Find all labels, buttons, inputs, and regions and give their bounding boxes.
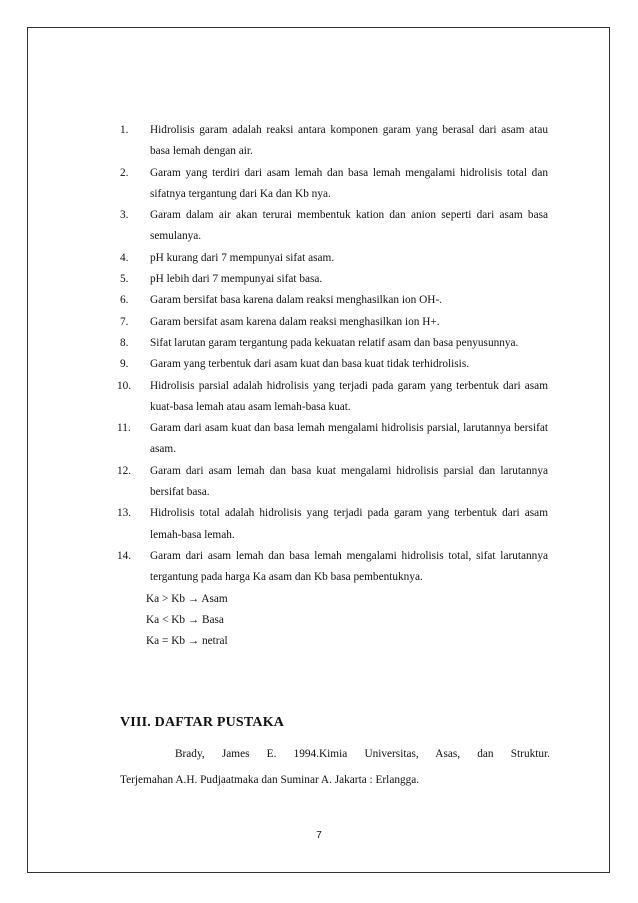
list-text: Sifat larutan garam tergantung pada kekuatan relatif asam dan basa penyusunnya. (150, 336, 519, 349)
list-number: 10. (117, 379, 132, 392)
list-number: 4. (120, 251, 129, 264)
list-item-9 (118, 354, 548, 375)
list-item-3 (118, 205, 548, 248)
list-item-12 (118, 461, 548, 504)
section-heading: VIII. DAFTAR PUSTAKA (120, 715, 285, 730)
relation-base: Ka < Kb → Basa (146, 613, 224, 626)
list-text: Garam yang terdiri dari asam lemah dan basa lemah mengalami hidrolisis total dan sifatnya tergantung dari Ka dan Kb nya. (150, 166, 548, 200)
list-text: Hidrolisis total adalah hidrolisis yang terjadi pada garam yang terbentuk dari asam lemah-basa lemah. (150, 507, 548, 541)
list-text: Garam dari asam kuat dan basa lemah mengalami hidrolisis parsial, larutannya bersifat asam. (150, 422, 548, 456)
list-text: pH kurang dari 7 mempunyai sifat asam. (150, 251, 335, 264)
reference-line-2: Terjemahan A.H. Pudjaatmaka dan Suminar A. Jakarta : Erlangga. (120, 774, 420, 786)
list-text: pH lebih dari 7 mempunyai sifat basa. (150, 273, 323, 286)
list-text: Garam bersifat asam karena dalam reaksi menghasilkan ion H+. (150, 315, 440, 328)
list-item-6 (118, 290, 548, 311)
list-item-13 (118, 503, 548, 546)
list-number: 11. (117, 422, 131, 435)
list-item-2 (118, 163, 548, 206)
list-number: 6. (120, 294, 129, 307)
list-text: Garam yang terbentuk dari asam kuat dan basa kuat tidak terhidrolisis. (150, 358, 470, 371)
list-text: Garam bersifat basa karena dalam reaksi menghasilkan ion OH-. (150, 294, 443, 307)
list-number: 2. (120, 166, 129, 179)
reference-entry (120, 741, 550, 793)
list-text: Garam dalam air akan terurai membentuk kation dan anion seperti dari asam basa semulanya. (150, 209, 548, 243)
list-number: 14. (117, 549, 132, 562)
list-number: 8. (120, 336, 129, 349)
reference-line-1: Brady, James E. 1994.Kimia Universitas, Asas, dan Struktur. (175, 748, 550, 760)
page-number: 7 (316, 830, 322, 841)
list-number: 3. (120, 209, 129, 222)
list-item-11 (118, 418, 548, 461)
list-number: 13. (117, 507, 132, 520)
relation-acid: Ka > Kb → Asam (146, 592, 228, 605)
list-item-8 (118, 333, 548, 354)
list-number: 12. (117, 464, 132, 477)
list-item-7 (118, 312, 548, 333)
list-text: Hidrolisis garam adalah reaksi antara komponen garam yang berasal dari asam atau basa lemah dengan air. (150, 124, 548, 158)
list-number: 5. (120, 273, 129, 286)
list-item-1 (118, 120, 548, 163)
list-item-14 (118, 546, 548, 589)
list-item-10 (118, 376, 548, 419)
relation-neutral: Ka = Kb → netral (146, 635, 228, 648)
list-number: 7. (120, 315, 129, 328)
summary-list (118, 120, 548, 652)
list-item-4 (118, 248, 548, 269)
list-text: Garam dari asam lemah dan basa lemah mengalami hidrolisis total, sifat larutannya tergantung pada harga Ka asam dan Kb basa pembentuknya. (150, 549, 548, 584)
list-text: Garam dari asam lemah dan basa kuat mengalami hidrolisis parsial dan larutannya bersifat basa. (150, 464, 548, 499)
list-number: 1. (120, 124, 129, 136)
list-item-5 (118, 269, 548, 290)
list-number: 9. (120, 358, 129, 371)
list-text: Hidrolisis parsial adalah hidrolisis yang terjadi pada garam yang terbentuk dari asam kuat-basa lemah atau asam lemah-basa kuat. (150, 379, 548, 413)
